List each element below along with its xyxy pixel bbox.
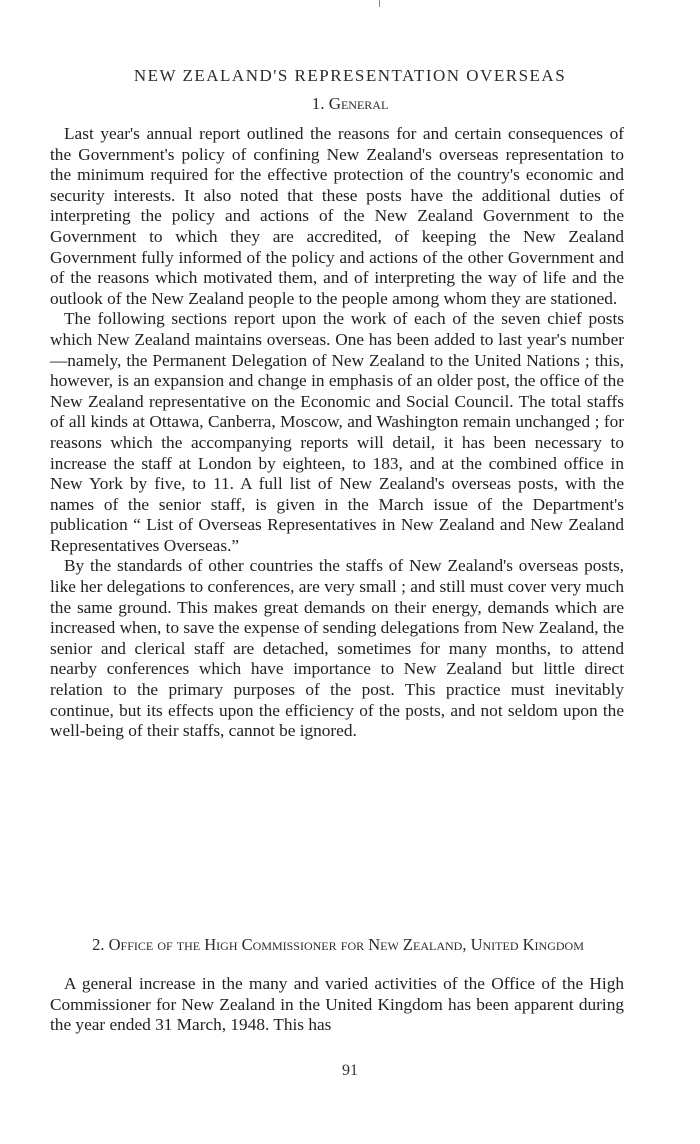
section-2-body xyxy=(50,974,624,1036)
paragraph: The following sections report upon the work of each of the seven chief posts which New Zealand maintains overseas. One has been added to last year's number—namely, the Permanent Delegation of New Zealand to the United Nations ; this, however, is an expansion and change in emphasis of an older post, the office of the New Zealand representative on the Economic and Social Council. The total staffs of all kinds at Ottawa, Canberra, Moscow, and Washington remain unchanged ; for reasons which the accompanying reports will detail, it has been necessary to increase the staff at London by eighteen, to 183, and at the combined office in New York by five, to 11. A full list of New Zealand's overseas posts, with the names of the senior staff, is given in the March issue of the Department's publication “ List of Overseas Representatives in New Zealand and New Zealand Representatives Overseas.” xyxy=(50,309,624,555)
paragraph: A general increase in the many and varied activities of the Office of the High Commissioner for New Zealand in the United Kingdom has been apparent during the year ended 31 March, 1948. This has xyxy=(50,974,624,1035)
paragraph: By the standards of other countries the staffs of New Zealand's overseas posts, like her delegations to conferences, are very small ; and still must cover very much the same ground. This makes great demands on their energy, demands which are increased when, to save the expense of sending delegations from New Zealand, the senior and clerical staff are detached, sometimes for many months, to attend nearby conferences which have importance to New Zealand but little direct relation to the primary purposes of the post. This practice must inevitably continue, but its effects upon the efficiency of the posts, and not seldom upon the well-being of their staffs, cannot be ignored. xyxy=(50,556,624,741)
page-title: NEW ZEALAND'S REPRESENTATION OVERSEAS xyxy=(133,66,567,85)
page-number: 91 xyxy=(342,1062,358,1079)
scan-mark xyxy=(379,0,380,7)
section-1-heading: 1. General xyxy=(311,94,389,113)
paragraph: Last year's annual report outlined the reasons for and certain consequences of the Government's policy of confining New Zealand's overseas representation to the minimum required for the effective protection of the country's economic and security interests. It also noted that these posts have the additional duties of interpreting the policy and actions of the New Zealand Government to the Government to which they are accredited, of keeping the New Zealand Government fully informed of the policy and actions of the other Government and of the reasons which motivated them, and of interpreting the way of life and the outlook of the New Zealand people to the people among whom they are stationed. xyxy=(50,124,624,308)
section-2-heading: 2. Office of the High Commissioner for New Zealand, United Kingdom xyxy=(92,935,584,954)
section-1-body xyxy=(50,124,624,742)
